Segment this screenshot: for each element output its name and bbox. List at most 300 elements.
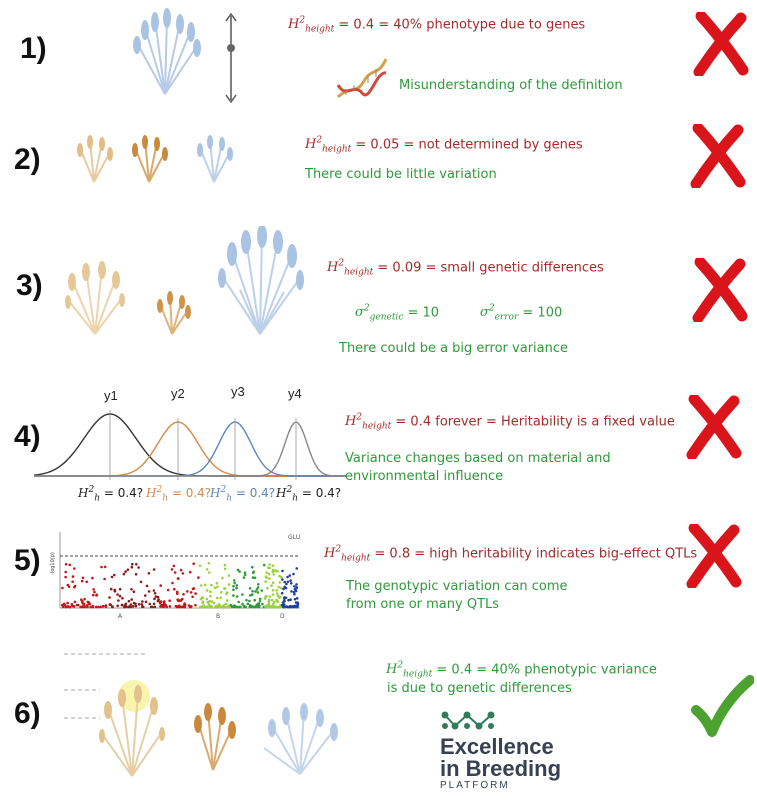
manhattan-point: [232, 594, 235, 597]
heritability-symbol: $H^2_{height}$: [324, 545, 371, 564]
manhattan-point: [133, 590, 136, 593]
manhattan-point: [65, 563, 68, 566]
manhattan-point: [295, 590, 298, 593]
manhattan-point: [293, 585, 296, 588]
manhattan-point: [108, 596, 111, 599]
row4-note-line2: environmental influence: [345, 469, 504, 484]
manhattan-point: [121, 597, 124, 600]
manhattan-point: [121, 604, 124, 607]
manhattan-point: [228, 574, 231, 577]
manhattan-point: [283, 596, 286, 599]
manhattan-point: [265, 571, 268, 574]
manhattan-point: [111, 605, 114, 608]
manhattan-point: [88, 601, 91, 604]
manhattan-point: [144, 594, 147, 597]
manhattan-point: [211, 600, 214, 603]
manhattan-point: [279, 581, 282, 584]
sigma-genetic-symbol: $\sigma^2_{genetic}$: [355, 304, 404, 323]
check-mark-icon-6: [688, 674, 754, 738]
manhattan-point: [232, 589, 235, 592]
manhattan-point: [124, 570, 127, 573]
manhattan-point: [110, 588, 113, 591]
manhattan-point: [204, 584, 207, 587]
manhattan-point: [153, 598, 156, 601]
manhattan-point: [252, 576, 255, 579]
dist-label-y3: y3: [231, 384, 245, 399]
manhattan-point: [200, 584, 203, 587]
manhattan-point: [79, 606, 82, 609]
manhattan-point: [141, 600, 144, 603]
manhattan-point: [272, 582, 275, 585]
manhattan-point: [216, 597, 219, 600]
manhattan-point: [153, 568, 156, 571]
manhattan-point: [266, 605, 269, 608]
manhattan-point: [252, 570, 255, 573]
dna-network-logo-icon: [440, 710, 496, 732]
manhattan-point: [228, 583, 231, 586]
manhattan-point: [192, 562, 195, 565]
manhattan-point: [100, 566, 103, 569]
wheat-plant-tan-medium: [62, 256, 128, 336]
row3-statement: $H^2_{height} = 0.09$ = small genetic differences: [327, 259, 604, 278]
manhattan-point: [133, 602, 136, 605]
manhattan-point: [193, 587, 196, 590]
manhattan-point: [114, 590, 117, 593]
manhattan-point: [268, 563, 271, 566]
manhattan-point: [260, 589, 263, 592]
manhattan-point: [264, 597, 267, 600]
manhattan-point: [233, 579, 236, 582]
manhattan-point: [248, 600, 251, 603]
manhattan-point: [109, 603, 112, 606]
manhattan-point: [216, 582, 219, 585]
manhattan-point: [235, 587, 238, 590]
manhattan-plot: [50, 530, 306, 620]
manhattan-point: [257, 591, 260, 594]
heritability-symbol: $H^2_{height}$: [327, 259, 374, 278]
manhattan-point: [281, 570, 284, 573]
manhattan-point: [141, 603, 144, 606]
row-number-4: 4): [14, 420, 41, 453]
manhattan-point: [269, 595, 272, 598]
manhattan-point: [296, 605, 299, 608]
dist-label-y4: y4: [288, 386, 302, 401]
manhattan-point: [295, 567, 298, 570]
manhattan-point: [130, 598, 133, 601]
heritability-symbol: $H^2_{height}$: [386, 661, 433, 680]
manhattan-point: [83, 598, 86, 601]
manhattan-point: [128, 600, 131, 603]
manhattan-point: [295, 583, 298, 586]
dna-icon: [334, 55, 390, 101]
cross-mark-icon-4: [686, 395, 742, 459]
manhattan-point: [280, 587, 283, 590]
manhattan-point: [285, 583, 288, 586]
manhattan-point: [191, 596, 194, 599]
manhattan-point: [119, 588, 122, 591]
manhattan-point: [230, 604, 233, 607]
manhattan-point: [71, 581, 74, 584]
manhattan-point: [213, 602, 216, 605]
wheat-plant-blue-tall: [214, 226, 306, 336]
manhattan-point: [154, 606, 157, 609]
dist-h-value-2: $H^2_h = 0.4$?: [146, 485, 212, 504]
manhattan-point: [119, 595, 122, 598]
manhattan-point: [194, 604, 197, 607]
manhattan-point: [222, 605, 225, 608]
manhattan-point: [206, 568, 209, 571]
manhattan-point: [100, 606, 103, 609]
manhattan-point: [224, 568, 227, 571]
manhattan-point: [151, 606, 154, 609]
manhattan-point: [132, 605, 135, 608]
manhattan-point: [283, 581, 286, 584]
manhattan-point: [254, 590, 257, 593]
manhattan-point: [176, 591, 179, 594]
manhattan-point: [209, 595, 212, 598]
manhattan-point: [268, 600, 271, 603]
manhattan-point: [167, 589, 170, 592]
manhattan-point: [208, 571, 211, 574]
row3-note: There could be a big error variance: [339, 341, 569, 356]
manhattan-point: [189, 571, 192, 574]
manhattan-point: [186, 590, 189, 593]
manhattan-point: [64, 604, 67, 607]
manhattan-point: [124, 604, 127, 607]
manhattan-point: [127, 606, 130, 609]
row6-statement-line1: $H^2_{height} = 0.4 = 40\%$ phenotypic variance: [386, 661, 657, 680]
heritability-symbol: $H^2_{height}$: [305, 136, 352, 155]
manhattan-point: [283, 599, 286, 602]
manhattan-point: [68, 606, 71, 609]
manhattan-point: [81, 580, 84, 583]
manhattan-point: [209, 600, 212, 603]
manhattan-point: [175, 605, 178, 608]
manhattan-point: [275, 589, 278, 592]
manhattan-point: [233, 582, 236, 585]
manhattan-point: [91, 577, 94, 580]
manhattan-point: [290, 590, 293, 593]
manhattan-point: [69, 564, 72, 567]
manhattan-point: [270, 606, 273, 609]
manhattan-point: [111, 576, 114, 579]
manhattan-point: [97, 606, 100, 609]
row5-statement: $H^2_{height} = 0.8$ = high heritability indicates big-effect QTLs: [324, 545, 698, 564]
manhattan-point: [127, 569, 130, 572]
manhattan-point: [203, 606, 206, 609]
cross-mark-icon-2: [690, 124, 746, 188]
manhattan-point: [257, 583, 260, 586]
manhattan-point: [145, 601, 148, 604]
manhattan-point: [232, 585, 235, 588]
manhattan-point: [116, 605, 119, 608]
manhattan-point: [264, 580, 267, 583]
manhattan-point: [266, 587, 269, 590]
manhattan-point: [277, 586, 280, 589]
manhattan-point: [294, 598, 297, 601]
wheat-plant-brown-highlighted: [188, 700, 238, 772]
manhattan-point: [104, 566, 107, 569]
manhattan-point: [256, 588, 259, 591]
manhattan-point: [224, 587, 227, 590]
manhattan-point: [209, 590, 212, 593]
row2-statement: $H^2_{height} = 0.05$ = not determined by genes: [305, 136, 583, 155]
logo-line1: Excellence: [440, 734, 554, 759]
cross-mark-icon-5: [686, 524, 742, 588]
row2-note: There could be little variation: [305, 167, 497, 182]
manhattan-point: [113, 574, 116, 577]
manhattan-point: [148, 603, 151, 606]
manhattan-point: [116, 593, 119, 596]
manhattan-point: [138, 603, 141, 606]
manhattan-point: [241, 593, 244, 596]
manhattan-point: [146, 585, 149, 588]
manhattan-point: [247, 603, 250, 606]
manhattan-point: [201, 596, 204, 599]
manhattan-point: [197, 576, 200, 579]
manhattan-point: [83, 606, 86, 609]
manhattan-point: [171, 582, 174, 585]
manhattan-point: [76, 604, 79, 607]
manhattan-point: [286, 576, 289, 579]
sigma-error-symbol: $\sigma^2_{error}$: [480, 304, 519, 323]
manhattan-point: [251, 566, 254, 569]
row-number-2: 2): [14, 143, 41, 176]
manhattan-point: [285, 605, 288, 608]
manhattan-point: [267, 566, 270, 569]
manhattan-point: [244, 571, 247, 574]
manhattan-point: [208, 562, 211, 565]
manhattan-point: [272, 593, 275, 596]
manhattan-point: [168, 599, 171, 602]
logo-line2: in Breeding: [440, 756, 562, 781]
sigma-error-formula: $\sigma^2_{error} = 100$: [480, 304, 563, 323]
manhattan-point: [73, 567, 76, 570]
manhattan-point: [137, 566, 140, 569]
manhattan-point: [218, 606, 221, 609]
manhattan-point: [278, 575, 281, 578]
row5-note-line2: from one or many QTLs: [346, 597, 500, 612]
manhattan-legend: GLU: [288, 534, 301, 541]
manhattan-point: [272, 564, 275, 567]
manhattan-point: [216, 586, 219, 589]
manhattan-point: [296, 601, 299, 604]
manhattan-point: [239, 606, 242, 609]
manhattan-point: [131, 563, 134, 566]
manhattan-y-label: -log10(p): [50, 552, 56, 575]
logo-line3: PLATFORM: [440, 780, 510, 791]
manhattan-point: [190, 591, 193, 594]
manhattan-point: [290, 582, 293, 585]
manhattan-point: [282, 588, 285, 591]
manhattan-point: [130, 603, 133, 606]
manhattan-point: [206, 589, 209, 592]
manhattan-point: [199, 565, 202, 568]
wheat-plant-blue-small: [192, 128, 236, 184]
height-arrow-icon: [223, 12, 239, 104]
row4-statement: $H^2_{height} = 0.4$ forever = Heritability is a fixed value: [345, 413, 675, 432]
manhattan-point: [273, 601, 276, 604]
manhattan-point: [177, 577, 180, 580]
row1-statement: $H^2_{height} = 0.4 = 40\%$ phenotype due to genes: [288, 16, 586, 35]
manhattan-point: [201, 606, 204, 609]
manhattan-point: [268, 602, 271, 605]
row5-note-line1: The genotypic variation can come: [346, 579, 568, 594]
manhattan-point: [237, 601, 240, 604]
manhattan-point: [251, 605, 254, 608]
manhattan-point: [140, 581, 143, 584]
manhattan-point: [287, 581, 290, 584]
row6-statement-line2: is due to genetic differences: [387, 681, 572, 696]
row-number-6: 6): [14, 697, 41, 730]
manhattan-point: [64, 571, 67, 574]
manhattan-point: [163, 602, 166, 605]
manhattan-point: [281, 592, 284, 595]
manhattan-point: [290, 606, 293, 609]
manhattan-point: [135, 563, 138, 566]
manhattan-point: [271, 599, 274, 602]
wheat-plant-blue-highlighted: [258, 702, 342, 776]
manhattan-point: [169, 605, 172, 608]
manhattan-point: [153, 603, 156, 606]
manhattan-point: [224, 564, 227, 567]
manhattan-point: [275, 606, 278, 609]
manhattan-point: [131, 566, 134, 569]
dist-label-y1: y1: [104, 388, 118, 403]
wheat-plant-blue-large: [125, 8, 205, 96]
manhattan-point: [135, 605, 138, 608]
manhattan-point: [135, 573, 138, 576]
manhattan-x-tick-d: D: [280, 613, 285, 620]
manhattan-point: [173, 588, 176, 591]
manhattan-point: [117, 599, 120, 602]
manhattan-point: [281, 578, 284, 581]
manhattan-point: [176, 598, 179, 601]
manhattan-point: [123, 573, 126, 576]
manhattan-point: [289, 574, 292, 577]
manhattan-point: [189, 606, 192, 609]
manhattan-point: [102, 605, 105, 608]
manhattan-point: [206, 598, 209, 601]
cross-mark-icon-1: [693, 12, 749, 76]
manhattan-point: [182, 593, 185, 596]
manhattan-point: [93, 591, 96, 594]
manhattan-point: [243, 576, 246, 579]
manhattan-point: [214, 587, 217, 590]
manhattan-point: [83, 603, 86, 606]
manhattan-point: [225, 593, 228, 596]
manhattan-x-tick-b: B: [216, 613, 221, 620]
manhattan-point: [61, 587, 64, 590]
manhattan-point: [272, 589, 275, 592]
manhattan-point: [276, 601, 279, 604]
distribution-curve-2: [34, 422, 346, 476]
manhattan-point: [268, 573, 271, 576]
cross-mark-icon-3: [692, 258, 748, 322]
manhattan-point: [183, 606, 186, 609]
manhattan-point: [220, 591, 223, 594]
manhattan-point: [182, 572, 185, 575]
manhattan-point: [249, 594, 252, 597]
manhattan-point: [157, 596, 160, 599]
row1-note: Misunderstanding of the definition: [399, 78, 623, 93]
manhattan-point: [270, 584, 273, 587]
dist-h-value-4: $H^2_h = 0.4$?: [276, 485, 342, 504]
manhattan-point: [72, 575, 75, 578]
manhattan-point: [221, 577, 224, 580]
manhattan-point: [258, 605, 261, 608]
dist-label-y2: y2: [171, 386, 185, 401]
manhattan-point: [171, 568, 174, 571]
manhattan-point: [82, 577, 85, 580]
manhattan-point: [249, 587, 252, 590]
row-number-3: 3): [16, 269, 43, 302]
manhattan-point: [251, 590, 254, 593]
manhattan-point: [74, 601, 77, 604]
manhattan-point: [287, 599, 290, 602]
manhattan-point: [296, 586, 299, 589]
row-number-5: 5): [14, 544, 41, 577]
sigma-genetic-formula: $\sigma^2_{genetic} = 10$: [355, 304, 440, 323]
manhattan-point: [103, 578, 106, 581]
manhattan-point: [253, 606, 256, 609]
wheat-plant-tan-highlighted: [96, 678, 168, 778]
manhattan-point: [154, 592, 157, 595]
manhattan-point: [159, 584, 162, 587]
manhattan-point: [92, 588, 95, 591]
dist-h-value-3: $H^2_h = 0.4$?: [210, 485, 276, 504]
manhattan-point: [259, 598, 262, 601]
manhattan-point: [293, 593, 296, 596]
dist-h-value-1: $H^2_h = 0.4$?: [78, 485, 144, 504]
manhattan-point: [71, 605, 74, 608]
row-number-1: 1): [20, 32, 47, 65]
manhattan-point: [148, 572, 151, 575]
manhattan-point: [268, 577, 271, 580]
manhattan-point: [236, 595, 239, 598]
manhattan-point: [160, 600, 163, 603]
manhattan-point: [173, 565, 176, 568]
wheat-plant-brown-small: [127, 128, 171, 184]
manhattan-point: [282, 606, 285, 609]
manhattan-point: [142, 606, 145, 609]
excellence-in-breeding-logo: [440, 710, 570, 791]
manhattan-point: [210, 584, 213, 587]
wheat-plant-tan-small: [72, 128, 116, 184]
manhattan-point: [289, 579, 292, 582]
heritability-symbol: $H^2_{height}$: [288, 16, 335, 35]
manhattan-point: [258, 602, 261, 605]
manhattan-point: [206, 606, 209, 609]
manhattan-x-tick-a: A: [118, 613, 123, 620]
row4-note-line1: Variance changes based on material and: [345, 451, 611, 466]
manhattan-point: [241, 603, 244, 606]
manhattan-point: [244, 606, 247, 609]
manhattan-point: [85, 581, 88, 584]
manhattan-point: [86, 606, 89, 609]
manhattan-point: [265, 576, 268, 579]
manhattan-point: [277, 594, 280, 597]
manhattan-point: [89, 606, 92, 609]
manhattan-point: [130, 588, 133, 591]
manhattan-point: [202, 600, 205, 603]
manhattan-point: [73, 586, 76, 589]
manhattan-point: [183, 602, 186, 605]
manhattan-point: [292, 573, 295, 576]
manhattan-point: [174, 571, 177, 574]
manhattan-point: [105, 604, 108, 607]
manhattan-point: [95, 594, 98, 597]
